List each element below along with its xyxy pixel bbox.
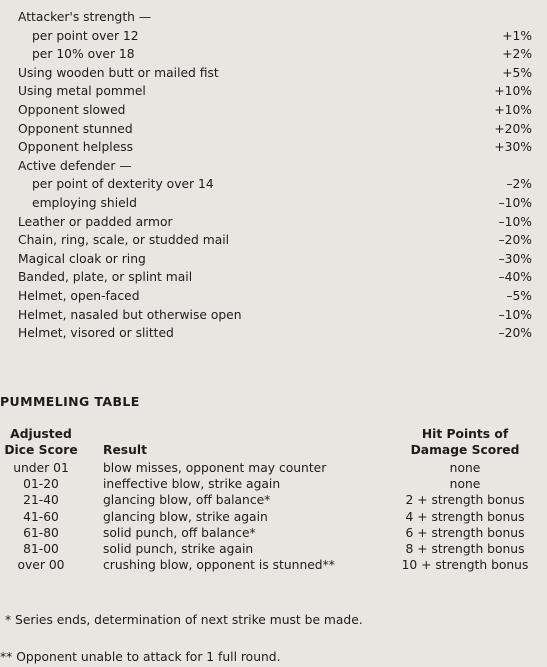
modifier-label: Opponent stunned bbox=[18, 121, 133, 136]
modifier-row bbox=[18, 64, 532, 83]
modifier-label: Leather or padded armor bbox=[18, 214, 173, 229]
modifier-row bbox=[18, 27, 532, 46]
modifier-label: Banded, plate, or splint mail bbox=[18, 270, 193, 285]
modifier-label: per point over 12 bbox=[32, 28, 139, 43]
damage-cell: 2 + strength bonus bbox=[405, 493, 525, 508]
modifier-value: –5% bbox=[506, 288, 532, 303]
dice-score-cell: under 01 bbox=[13, 461, 69, 475]
modifier-value: +5% bbox=[502, 65, 532, 80]
modifier-value: +20% bbox=[494, 121, 532, 136]
dice-score-cell: 81-00 bbox=[23, 541, 59, 556]
damage-header-line2: Damage Scored bbox=[410, 443, 520, 457]
table-row bbox=[0, 525, 540, 541]
modifier-value: +10% bbox=[494, 102, 532, 117]
modifier-value: +2% bbox=[502, 47, 532, 62]
dice-score-cell: over 00 bbox=[17, 558, 65, 573]
result-cell: solid punch, off balance* bbox=[103, 525, 256, 540]
modifier-row bbox=[18, 213, 532, 232]
modifier-value: +30% bbox=[494, 140, 532, 155]
modifier-row bbox=[18, 324, 532, 343]
modifier-value: –30% bbox=[498, 251, 532, 266]
modifier-label: Chain, ring, scale, or studded mail bbox=[18, 233, 230, 248]
modifier-label: Attacker's strength — bbox=[18, 10, 152, 24]
modifier-row bbox=[18, 231, 532, 250]
modifier-row bbox=[18, 8, 532, 27]
modifier-label: Magical cloak or ring bbox=[18, 251, 146, 266]
result-cell: glancing blow, strike again bbox=[103, 509, 268, 524]
footnote-double: ** Opponent unable to attack for 1 full round. bbox=[0, 650, 281, 664]
modifier-row bbox=[18, 287, 532, 306]
modifier-value: –10% bbox=[498, 214, 532, 229]
modifier-value: –10% bbox=[498, 195, 532, 210]
damage-header bbox=[390, 426, 540, 458]
dice-score-header bbox=[0, 426, 82, 458]
damage-cell: none bbox=[449, 477, 481, 492]
result-cell: glancing blow, off balance* bbox=[103, 493, 271, 508]
modifier-row bbox=[18, 120, 532, 139]
dice-score-cell: 01-20 bbox=[23, 477, 59, 492]
dice-score-cell: 61-80 bbox=[23, 525, 59, 540]
modifier-label: Using metal pommel bbox=[18, 84, 146, 99]
dice-score-cell: 41-60 bbox=[23, 509, 59, 524]
modifier-label: Active defender — bbox=[18, 158, 132, 173]
table-row bbox=[0, 460, 540, 476]
pummeling-table bbox=[0, 426, 540, 573]
modifier-row bbox=[18, 138, 532, 157]
modifier-row bbox=[18, 250, 532, 269]
result-cell: blow misses, opponent may counter bbox=[103, 461, 327, 475]
damage-header-line1: Hit Points of bbox=[421, 427, 509, 441]
dice-score-cell: 21-40 bbox=[23, 493, 59, 508]
result-header: Result bbox=[103, 443, 147, 457]
modifier-label: Helmet, nasaled but otherwise open bbox=[18, 307, 242, 322]
modifier-label: per 10% over 18 bbox=[32, 47, 135, 62]
modifier-row bbox=[18, 194, 532, 213]
result-cell: ineffective blow, strike again bbox=[103, 477, 281, 492]
modifier-value: +10% bbox=[494, 84, 532, 99]
modifier-value: –2% bbox=[506, 177, 532, 192]
table-row bbox=[0, 557, 540, 573]
footnote-single: * Series ends, determination of next strike must be made. bbox=[5, 613, 363, 627]
modifier-row bbox=[18, 82, 532, 101]
modifier-row bbox=[18, 268, 532, 287]
table-row bbox=[0, 476, 540, 492]
modifier-label: Helmet, visored or slitted bbox=[18, 326, 174, 341]
dice-header-line2: Dice Score bbox=[4, 443, 78, 457]
modifier-label: employing shield bbox=[32, 195, 137, 210]
modifier-value: –40% bbox=[498, 270, 532, 285]
damage-cell: 8 + strength bonus bbox=[405, 541, 525, 556]
modifier-row bbox=[18, 101, 532, 120]
result-cell: crushing blow, opponent is stunned** bbox=[103, 558, 335, 573]
damage-cell: 10 + strength bonus bbox=[401, 558, 529, 573]
table-header bbox=[0, 426, 540, 460]
dice-header-line1: Adjusted bbox=[10, 427, 72, 441]
modifier-value: –10% bbox=[498, 307, 532, 322]
modifier-row bbox=[18, 175, 532, 194]
modifier-row bbox=[18, 45, 532, 64]
table-row bbox=[0, 492, 540, 508]
modifier-label: Opponent helpless bbox=[18, 140, 134, 155]
table-title: PUMMELING TABLE bbox=[0, 394, 140, 409]
damage-cell: 6 + strength bonus bbox=[405, 525, 525, 540]
table-row bbox=[0, 541, 540, 557]
modifier-label: Helmet, open-faced bbox=[18, 288, 140, 303]
table-row bbox=[0, 509, 540, 525]
result-cell: solid punch, strike again bbox=[103, 541, 254, 556]
damage-cell: none bbox=[449, 461, 481, 475]
modifier-label: Using wooden butt or mailed fist bbox=[18, 65, 219, 80]
modifier-row bbox=[18, 306, 532, 325]
modifier-value: +1% bbox=[502, 28, 532, 43]
modifier-value: –20% bbox=[498, 233, 532, 248]
modifier-label: per point of dexterity over 14 bbox=[32, 177, 214, 192]
damage-cell: 4 + strength bonus bbox=[405, 509, 525, 524]
modifier-list bbox=[18, 8, 532, 343]
modifier-label: Opponent slowed bbox=[18, 102, 126, 117]
modifier-value: –20% bbox=[498, 326, 532, 341]
modifier-row bbox=[18, 157, 532, 176]
